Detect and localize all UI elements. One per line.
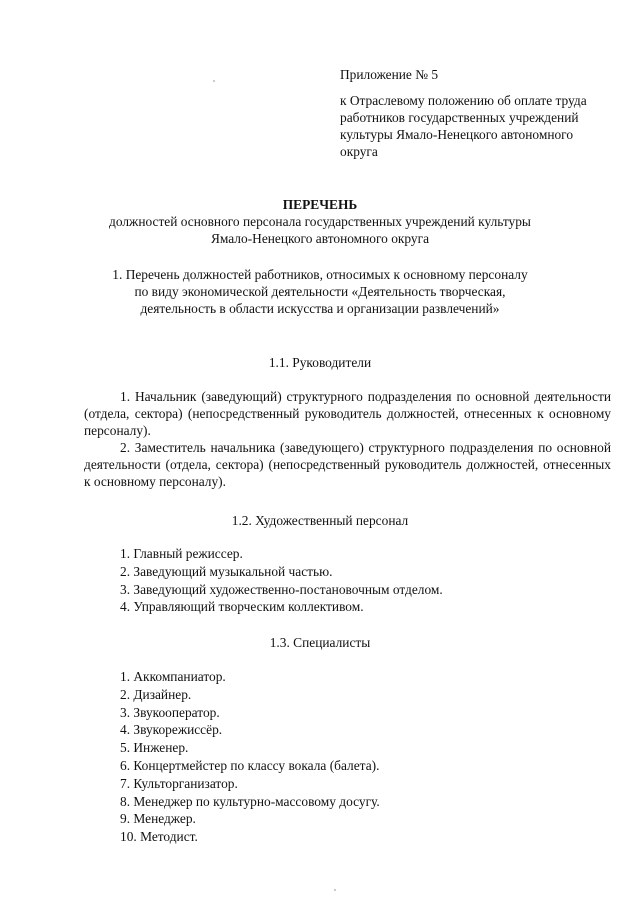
paragraph-1-1-item-2: 2. Заместитель начальника (заведующего) структурного подразделения по основной деятельности (отдела, сектора) (непосредственный руководитель должностей, отнесенных к основному персоналу). (84, 440, 611, 489)
subsection-1-3-title: 1.3. Специалисты (269, 635, 371, 650)
list-item: 8. Менеджер по культурно-массовому досугу. (120, 793, 380, 809)
list-item: 2. Дизайнер. (120, 686, 192, 702)
document-title: ПЕРЕЧЕНЬ (282, 197, 358, 212)
list-item: 1. Аккомпаниатор. (120, 669, 226, 684)
list-item: 3. Звукооператор. (120, 704, 220, 720)
appendix-text: к Отраслевому положению об оплате труда работников государственных учреждений культуры Ямало-Ненецкого автономного округа (340, 93, 587, 159)
document-heading (70, 196, 570, 247)
list-item: 6. Концертмейстер по классу вокала (балета). (120, 757, 380, 773)
list-item: 4. Управляющий творческим коллективом. (120, 599, 364, 615)
list-1-2 (120, 545, 600, 616)
appendix-title: Приложение № 5 (340, 67, 439, 82)
list-item: 2. Заведующий музыкальной частью. (120, 563, 333, 579)
list-item: 7. Культорганизатор. (120, 775, 238, 791)
list-item: 9. Менеджер. (120, 811, 196, 827)
paragraph-1-1-item-1: 1. Начальник (заведующий) структурного подразделения по основной деятельности (отдела, сектора) (непосредственный руководитель должностей, отнесенных к основному персоналу). (84, 389, 611, 438)
scan-speck (213, 80, 215, 82)
list-1-3 (120, 668, 600, 846)
list-item: 4. Звукорежиссёр. (120, 722, 223, 738)
document-subtitle: должностей основного персонала государственных учреждений культуры Ямало-Ненецкого автономного округа (109, 214, 531, 246)
list-item: 10. Методист. (120, 829, 198, 845)
appendix-block (340, 66, 610, 160)
list-item: 3. Заведующий художественно-постановочным отделом. (120, 581, 443, 597)
list-item: 5. Инженер. (120, 740, 189, 756)
subsection-1-2-title: 1.2. Художественный персонал (231, 513, 409, 528)
section-1-heading (110, 266, 530, 317)
scan-speck (334, 889, 336, 891)
section-1-title: 1. Перечень должностей работников, относимых к основному персоналу по виду экономической деятельности «Деятельность творческая, деятельность в области искусства и организации развлечений» (112, 267, 528, 316)
list-item: 1. Главный режиссер. (120, 546, 243, 561)
subsection-1-1-title: 1.1. Руководители (268, 355, 372, 370)
